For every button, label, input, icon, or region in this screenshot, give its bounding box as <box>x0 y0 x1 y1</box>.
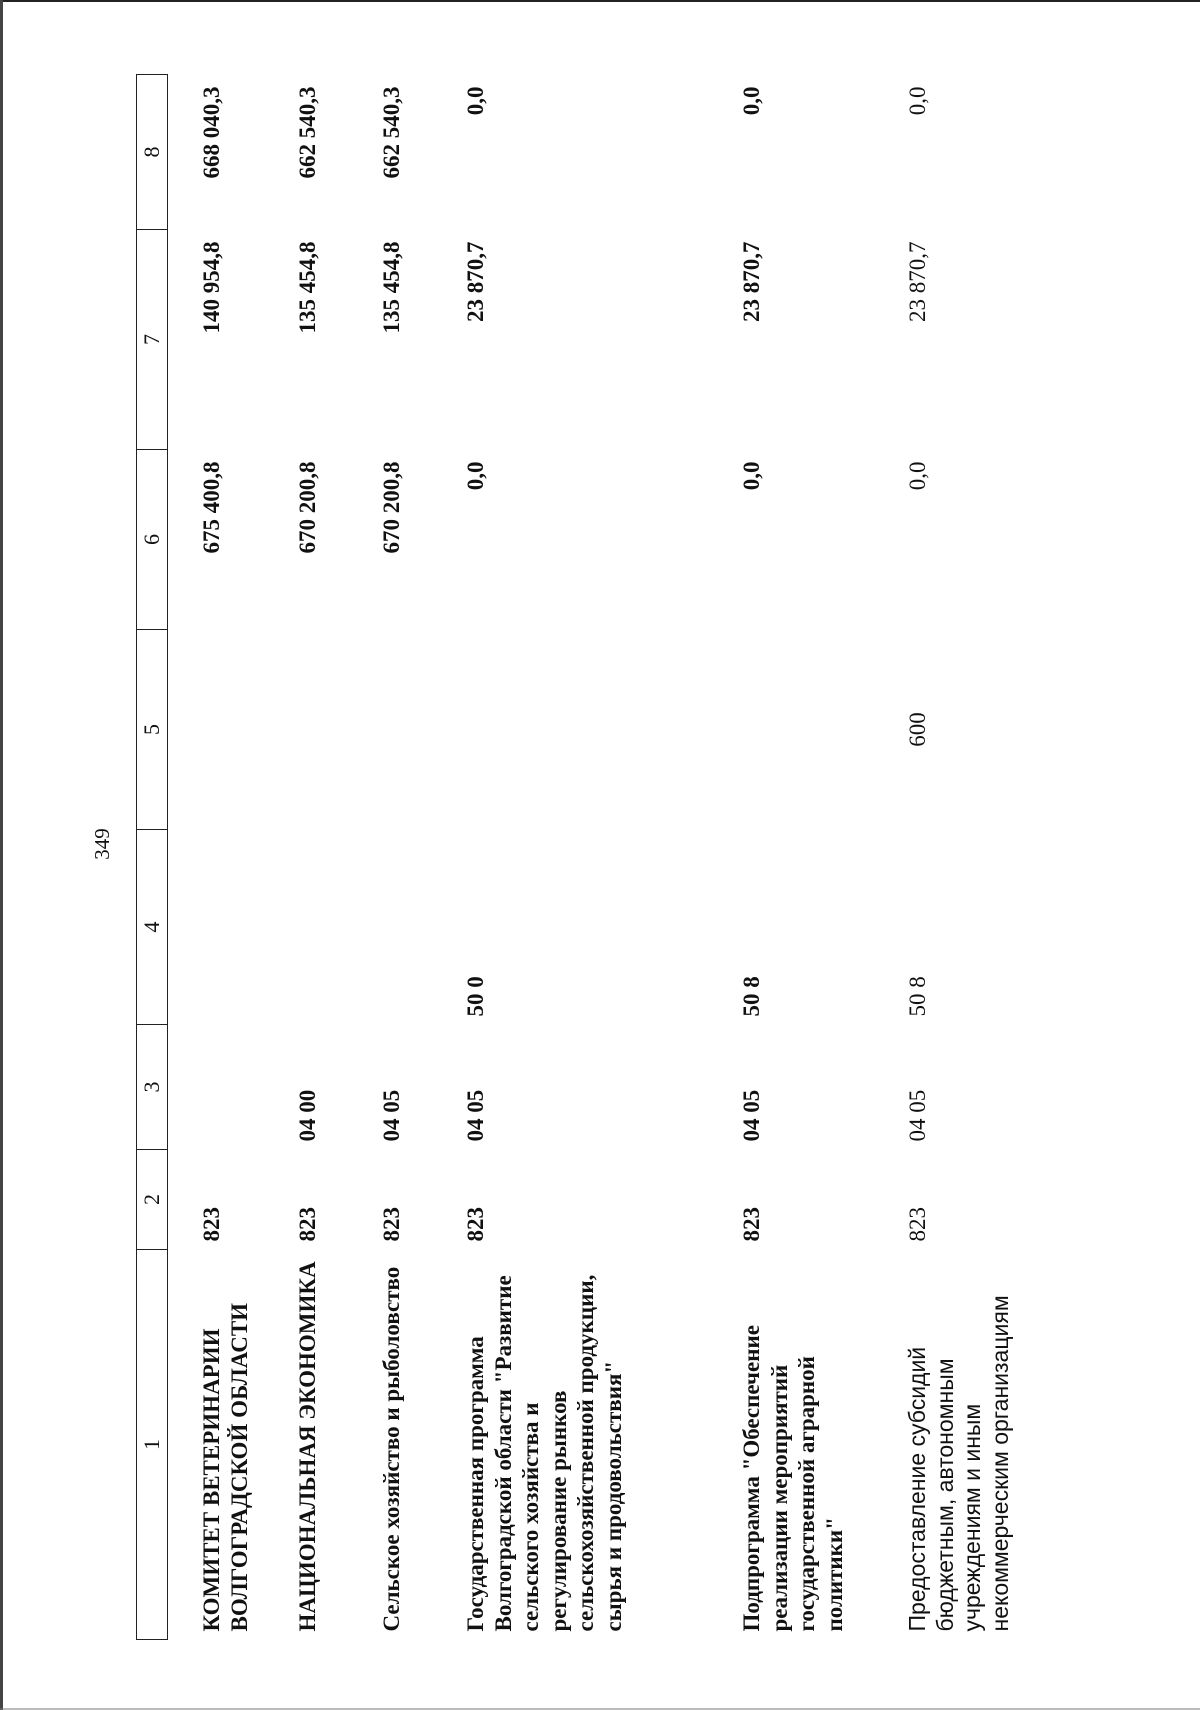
cell-expense-type <box>456 630 732 830</box>
cell-amount-8: 662 540,3 <box>379 86 404 179</box>
cell-section-code: 04 05 <box>739 1089 764 1142</box>
cell-amount-6: 675 400,8 <box>199 461 224 554</box>
table-row <box>898 75 1104 1640</box>
budget-table-container <box>136 75 1046 1640</box>
cell-ministry-code: 823 <box>379 1207 404 1242</box>
cell-ministry-code: 823 <box>199 1207 224 1242</box>
column-header: 5 <box>137 630 168 830</box>
cell-expense-type <box>288 630 372 830</box>
cell-amount-7: 23 870,7 <box>905 241 930 322</box>
cell-ministry-code: 823 <box>463 1207 488 1242</box>
table-row <box>288 75 372 1640</box>
table-row <box>732 75 898 1640</box>
column-header: 6 <box>137 450 168 630</box>
cell-section-code: 04 05 <box>905 1089 930 1142</box>
cell-section-code <box>168 1025 289 1150</box>
scan-edge-left <box>0 0 3 1710</box>
cell-section-code: 04 05 <box>463 1089 488 1142</box>
cell-ministry-code: 823 <box>905 1207 930 1242</box>
cell-program-code <box>168 830 289 1025</box>
column-header: 4 <box>137 830 168 1025</box>
row-name: Государственная программа Волгоградской области "Развитие сельского хозяйства и регулирование рынков сельскохозяйственной продукции, сырья и продовольствия" <box>463 1274 626 1632</box>
cell-amount-7: 23 870,7 <box>739 241 764 322</box>
column-header: 7 <box>137 230 168 450</box>
cell-amount-8: 0,0 <box>739 86 764 116</box>
cell-ministry-code: 823 <box>295 1207 320 1242</box>
cell-program-code: 50 0 <box>463 976 488 1017</box>
column-header: 2 <box>137 1150 168 1250</box>
cell-amount-6: 0,0 <box>739 461 764 491</box>
cell-amount-6: 0,0 <box>905 461 930 491</box>
cell-amount-6: 0,0 <box>463 461 488 491</box>
cell-amount-8: 668 040,3 <box>199 86 224 179</box>
cell-amount-7: 23 870,7 <box>463 241 488 322</box>
row-name: НАЦИОНАЛЬНАЯ ЭКОНОМИКА <box>295 1261 320 1632</box>
table-row <box>372 75 456 1640</box>
cell-section-code: 04 00 <box>295 1089 320 1142</box>
budget-table <box>136 74 1104 1640</box>
table-row <box>456 75 732 1640</box>
cell-expense-type <box>372 630 456 830</box>
cell-amount-7: 140 954,8 <box>199 241 224 334</box>
cell-amount-8: 0,0 <box>905 86 930 116</box>
cell-program-code <box>372 830 456 1025</box>
cell-amount-7: 135 454,8 <box>379 241 404 334</box>
row-name: Сельское хозяйство и рыболовство <box>379 1266 404 1632</box>
cell-ministry-code: 823 <box>739 1207 764 1242</box>
cell-amount-7: 135 454,8 <box>295 241 320 334</box>
cell-amount-6: 670 200,8 <box>379 461 404 554</box>
column-header: 8 <box>137 75 168 230</box>
cell-expense-type <box>732 630 898 830</box>
cell-expense-type <box>168 630 289 830</box>
cell-amount-6: 670 200,8 <box>295 461 320 554</box>
row-name: Предоставление субсидий бюджетным, автономным учреждениям и иным некоммерческим организациям <box>904 1295 1013 1632</box>
cell-section-code: 04 05 <box>379 1089 404 1142</box>
table-header-row <box>137 75 168 1640</box>
cell-program-code: 50 8 <box>739 976 764 1017</box>
column-header: 1 <box>137 1250 168 1640</box>
cell-program-code: 50 8 <box>905 976 930 1017</box>
page-number: 349 <box>90 828 114 860</box>
cell-amount-8: 0,0 <box>463 86 488 116</box>
cell-expense-type: 600 <box>905 712 930 747</box>
row-name: КОМИТЕТ ВЕТЕРИНАРИИ ВОЛГОГРАДСКОЙ ОБЛАСТИ <box>199 1302 252 1632</box>
cell-program-code <box>288 830 372 1025</box>
cell-amount-8: 662 540,3 <box>295 86 320 179</box>
column-header: 3 <box>137 1025 168 1150</box>
scan-edge-top <box>0 0 1200 2</box>
table-row <box>168 75 289 1640</box>
row-name: Подпрограмма "Обеспечение реализации мероприятий государственной аграрной политики" <box>739 1325 847 1632</box>
